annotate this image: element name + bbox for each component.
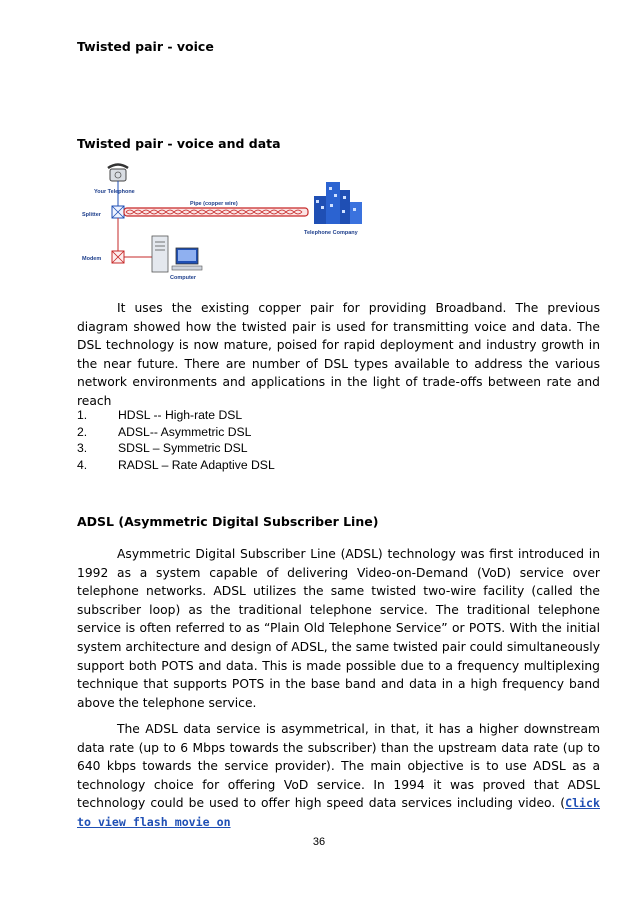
list-item-text: ADSL-- Asymmetric DSL — [118, 424, 252, 439]
list-item-number: 1. — [77, 408, 88, 422]
heading-adsl: ADSL (Asymmetric Digital Subscriber Line) — [77, 514, 379, 529]
computer-label: Computer — [170, 275, 196, 281]
list-item — [77, 440, 275, 457]
list-item-text: HDSL -- High-rate DSL — [118, 408, 243, 422]
telco-label: Telephone Company — [304, 230, 358, 236]
modem-label: Modem — [82, 256, 102, 262]
page-number: 36 — [312, 836, 326, 848]
paragraph-adsl-data-text: The ADSL data service is asymmetrical, in that, it has a higher downstream data rate (up to 6 Mbps towards the subscriber) than the upstream data rate (up to 640 kbps towards the service provider). The main objective is to use ADSL as a technology choice for offering VoD service. In 1994 it was proved that ADSL technology could be used to offer high speed data services including video. ( — [77, 722, 600, 811]
paragraph-adsl-intro-text: Asymmetric Digital Subscriber Line (ADSL) technology was first introduced in 1992 as a system capable of delivering Video-on-Demand (VoD) service over telephone networks. ADSL utilizes the same twisted two-wire facility (called the subscriber loop) as the traditional telephone service. The traditional telephone service is often referred to as “Plain Old Telephone Service” or POTS. With the initial system architecture and design of ADSL, the same twisted pair could simultaneously support both POTS and data. This is made possible due to a frequency multiplexing technique that supports POTS in the base band and data in a high frequency band above the telephone service. — [77, 547, 600, 710]
splitter-label: Splitter — [82, 212, 101, 218]
list-item-number: 2. — [77, 424, 88, 439]
paragraph-broadband — [77, 299, 600, 411]
list-item — [77, 407, 275, 424]
twisted-pair-diagram — [78, 160, 368, 285]
dsl-types-list — [77, 407, 275, 473]
paragraph-adsl-intro — [77, 545, 600, 712]
list-item-text: RADSL – Rate Adaptive DSL — [118, 457, 275, 472]
flash-movie-link[interactable]: Click to view flash movie on — [77, 796, 600, 829]
telephone-icon — [108, 165, 128, 182]
heading-twisted-pair-voice: Twisted pair - voice — [77, 39, 214, 54]
paragraph-adsl-data — [77, 720, 600, 832]
heading-twisted-pair-voice-data: Twisted pair - voice and data — [77, 136, 281, 151]
list-item — [77, 424, 275, 441]
paragraph-broadband-text: It uses the existing copper pair for providing Broadband. The previous diagram showed how the twisted pair is used for transmitting voice and data. The DSL technology is now mature, poised for rapid deployment and industry growth in the near future. There are number of DSL types available to address the various network environments and applications in the light of trade-offs between rate and reach — [77, 301, 600, 408]
list-item-number: 3. — [77, 441, 88, 455]
copper-pipe — [124, 208, 308, 216]
list-item-text: SDSL – Symmetric DSL — [118, 441, 248, 455]
list-item — [77, 457, 275, 474]
list-item-number: 4. — [77, 457, 88, 472]
telephone-company-icon — [314, 182, 362, 224]
computer-icon — [152, 236, 202, 272]
pipe-label: Pipe (copper wire) — [190, 201, 238, 207]
telephone-label: Your Telephone — [94, 189, 135, 195]
